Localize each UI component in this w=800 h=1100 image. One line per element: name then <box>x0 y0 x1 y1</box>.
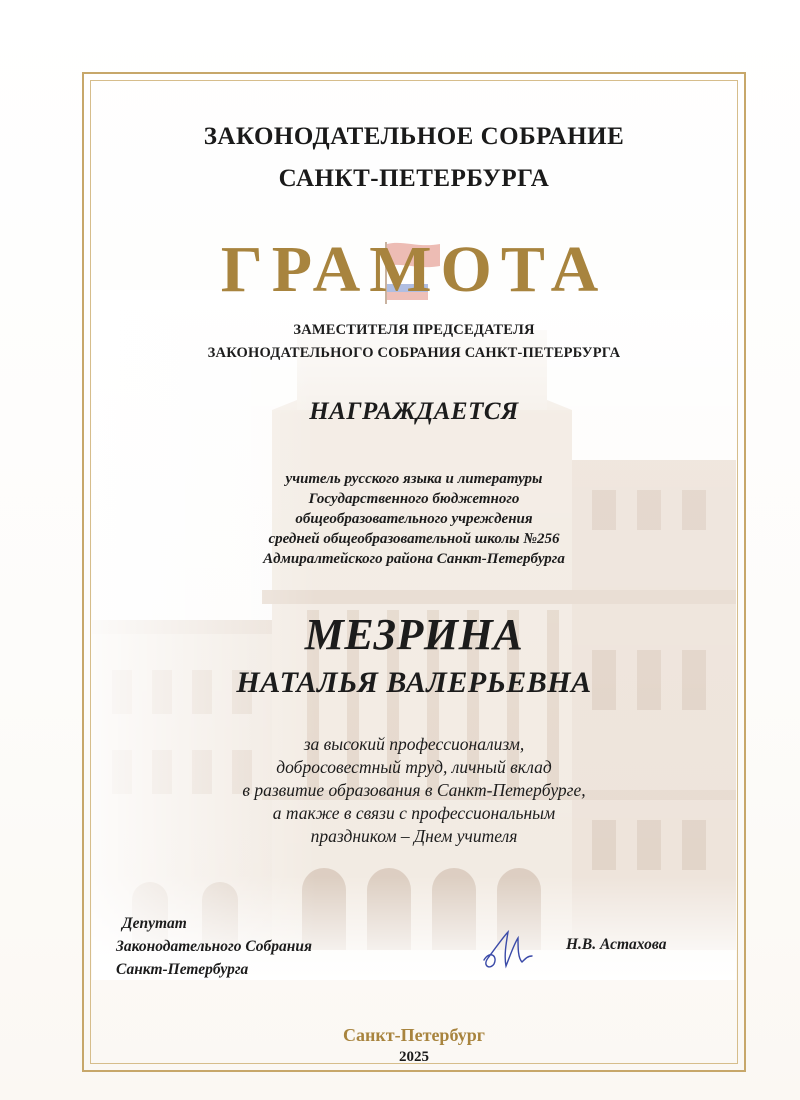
recipient-surname: МЕЗРИНА <box>304 610 524 659</box>
signature-icon <box>478 926 536 976</box>
recipient-role-line: Государственного бюджетного <box>308 491 520 507</box>
recipient-role-line: Адмиралтейского района Санкт-Петербурга <box>263 551 565 567</box>
reason-line: а также в связи с профессиональным <box>272 803 556 823</box>
recipient-given-names: НАТАЛЬЯ ВАЛЕРЬЕВНА <box>236 666 592 699</box>
document-title: ГРАМОТА <box>220 233 608 306</box>
reason-line: в развитие образования в Санкт-Петербурге, <box>242 780 586 800</box>
recipient-role-line: средней общеобразовательной школы №256 <box>268 531 560 547</box>
signatory-name: Н.В. Астахова <box>566 936 667 953</box>
reason-line: добросовестный труд, личный вклад <box>276 757 552 777</box>
reason-line: праздником – Днем учителя <box>310 826 518 846</box>
reason-line: за высокий профессионализм, <box>303 734 525 754</box>
recipient-role-line: общеобразовательного учреждения <box>295 511 533 527</box>
signatory-title-line: Законодательного Собрания <box>116 938 312 955</box>
organization-line-1: ЗАКОНОДАТЕЛЬНОЕ СОБРАНИЕ <box>203 123 625 150</box>
signatory-title <box>116 912 312 981</box>
footer-place: Санкт-Петербург <box>343 1025 485 1045</box>
signatory-title-line: Санкт-Петербурга <box>116 961 249 978</box>
issuer-line-2: ЗАКОНОДАТЕЛЬНОГО СОБРАНИЯ САНКТ-ПЕТЕРБУРГА <box>207 345 621 361</box>
organization-line-2: САНКТ-ПЕТЕРБУРГА <box>278 165 550 192</box>
recipient-role-line: учитель русского языка и литературы <box>285 471 543 487</box>
footer-year: 2025 <box>399 1049 429 1065</box>
issuer-line-1: ЗАМЕСТИТЕЛЯ ПРЕДСЕДАТЕЛЯ <box>293 322 535 338</box>
signatory-title-line: Депутат <box>122 915 187 932</box>
awarded-label: НАГРАЖДАЕТСЯ <box>309 398 519 425</box>
